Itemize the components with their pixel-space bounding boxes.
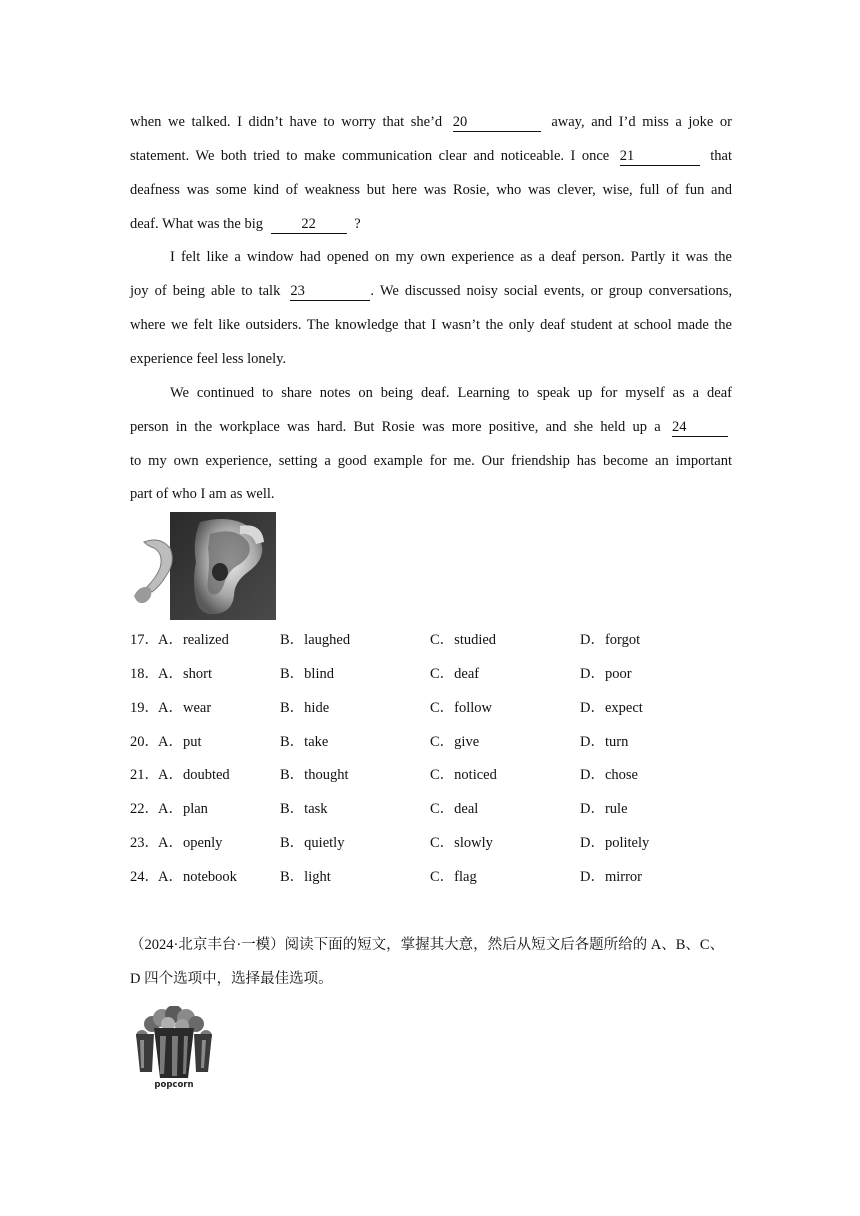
option-d: D．chose xyxy=(580,767,638,783)
option-b: B．blind xyxy=(280,666,334,682)
passage-line: deaf. What was the big 22 ? xyxy=(130,216,361,232)
option-d: D．politely xyxy=(580,835,650,851)
option-a: A．wear xyxy=(158,700,212,716)
option-b: B．take xyxy=(280,734,329,750)
passage-line: statement. We both tried to make communication clear and noticeable. I once 21 that xyxy=(130,148,733,164)
option-d: D．expect xyxy=(580,700,643,716)
option-b: B．task xyxy=(280,801,328,817)
blank-24: 24 xyxy=(672,419,728,437)
passage-line: where we felt like outsiders. The knowledge that I wasn’t the only deaf student at school made the xyxy=(130,317,732,333)
option-b: B．quietly xyxy=(280,835,345,851)
passage-line: when we talked. I didn’t have to worry that she’d 20 away, and I’d miss a joke or xyxy=(130,114,732,130)
passage-line: experience feel less lonely. xyxy=(130,351,287,367)
passage-line: part of who I am as well. xyxy=(130,486,275,502)
option-a: A．short xyxy=(158,666,212,682)
option-d: D．forgot xyxy=(580,632,641,648)
option-d: D．mirror xyxy=(580,869,643,885)
option-c: C．deaf xyxy=(430,666,480,682)
question-number: 24． xyxy=(130,869,159,885)
question-row xyxy=(130,698,750,718)
question-row xyxy=(130,765,750,785)
blank-23: 23 xyxy=(290,283,370,301)
passage-line: to my own experience, setting a good example for me. Our friendship has become an important xyxy=(130,453,732,469)
instruction-line: （2024·北京丰台·一模）阅读下面的短文，掌握其大意，然后从短文后各题所给的 A、B、C、 xyxy=(130,937,725,953)
passage-line: deafness was some kind of weakness but here was Rosie, who was clever, wise, full of fun and xyxy=(130,182,732,198)
question-number: 18． xyxy=(130,666,159,682)
question-number: 17． xyxy=(130,632,159,648)
option-d: D．rule xyxy=(580,801,628,817)
option-c: C．flag xyxy=(430,869,477,885)
passage-line: I felt like a window had opened on my own experience as a deaf person. Partly it was the xyxy=(170,249,732,265)
option-b: B．light xyxy=(280,869,331,885)
blank-22: 22 xyxy=(271,216,347,234)
option-a: A．put xyxy=(158,734,202,750)
instruction-line: D 四个选项中，选择最佳选项。 xyxy=(130,971,333,987)
option-c: C．follow xyxy=(430,700,493,716)
passage-line: We continued to share notes on being deaf. Learning to speak up for myself as a deaf xyxy=(170,385,732,401)
option-c: C．deal xyxy=(430,801,479,817)
blank-21: 21 xyxy=(620,148,700,166)
ear-hearing-aid-image xyxy=(130,512,276,620)
question-row xyxy=(130,833,750,853)
option-a: A．openly xyxy=(158,835,223,851)
option-c: C．slowly xyxy=(430,835,493,851)
option-d: D．poor xyxy=(580,666,632,682)
option-d: D．turn xyxy=(580,734,629,750)
question-row xyxy=(130,630,750,650)
question-row xyxy=(130,732,750,752)
passage-line: person in the workplace was hard. But Rosie was more positive, and she held up a 24 xyxy=(130,417,732,437)
question-number: 21． xyxy=(130,767,159,783)
popcorn-caption: popcorn xyxy=(154,1080,194,1090)
option-a: A．realized xyxy=(158,632,229,648)
question-row xyxy=(130,799,750,819)
option-b: B．hide xyxy=(280,700,330,716)
question-row xyxy=(130,664,750,684)
option-a: A．doubted xyxy=(158,767,230,783)
popcorn-image xyxy=(132,1006,216,1098)
blank-20: 20 xyxy=(453,114,541,132)
option-a: A．notebook xyxy=(158,869,237,885)
option-a: A．plan xyxy=(158,801,208,817)
option-c: C．noticed xyxy=(430,767,497,783)
question-row xyxy=(130,867,750,887)
question-number: 20． xyxy=(130,734,159,750)
option-c: C．studied xyxy=(430,632,497,648)
option-b: B．laughed xyxy=(280,632,351,648)
option-c: C．give xyxy=(430,734,480,750)
option-b: B．thought xyxy=(280,767,349,783)
question-number: 19． xyxy=(130,700,159,716)
question-number: 22． xyxy=(130,801,159,817)
passage-line: joy of being able to talk 23 . We discussed noisy social events, or group conversations, xyxy=(130,283,733,299)
question-number: 23． xyxy=(130,835,159,851)
